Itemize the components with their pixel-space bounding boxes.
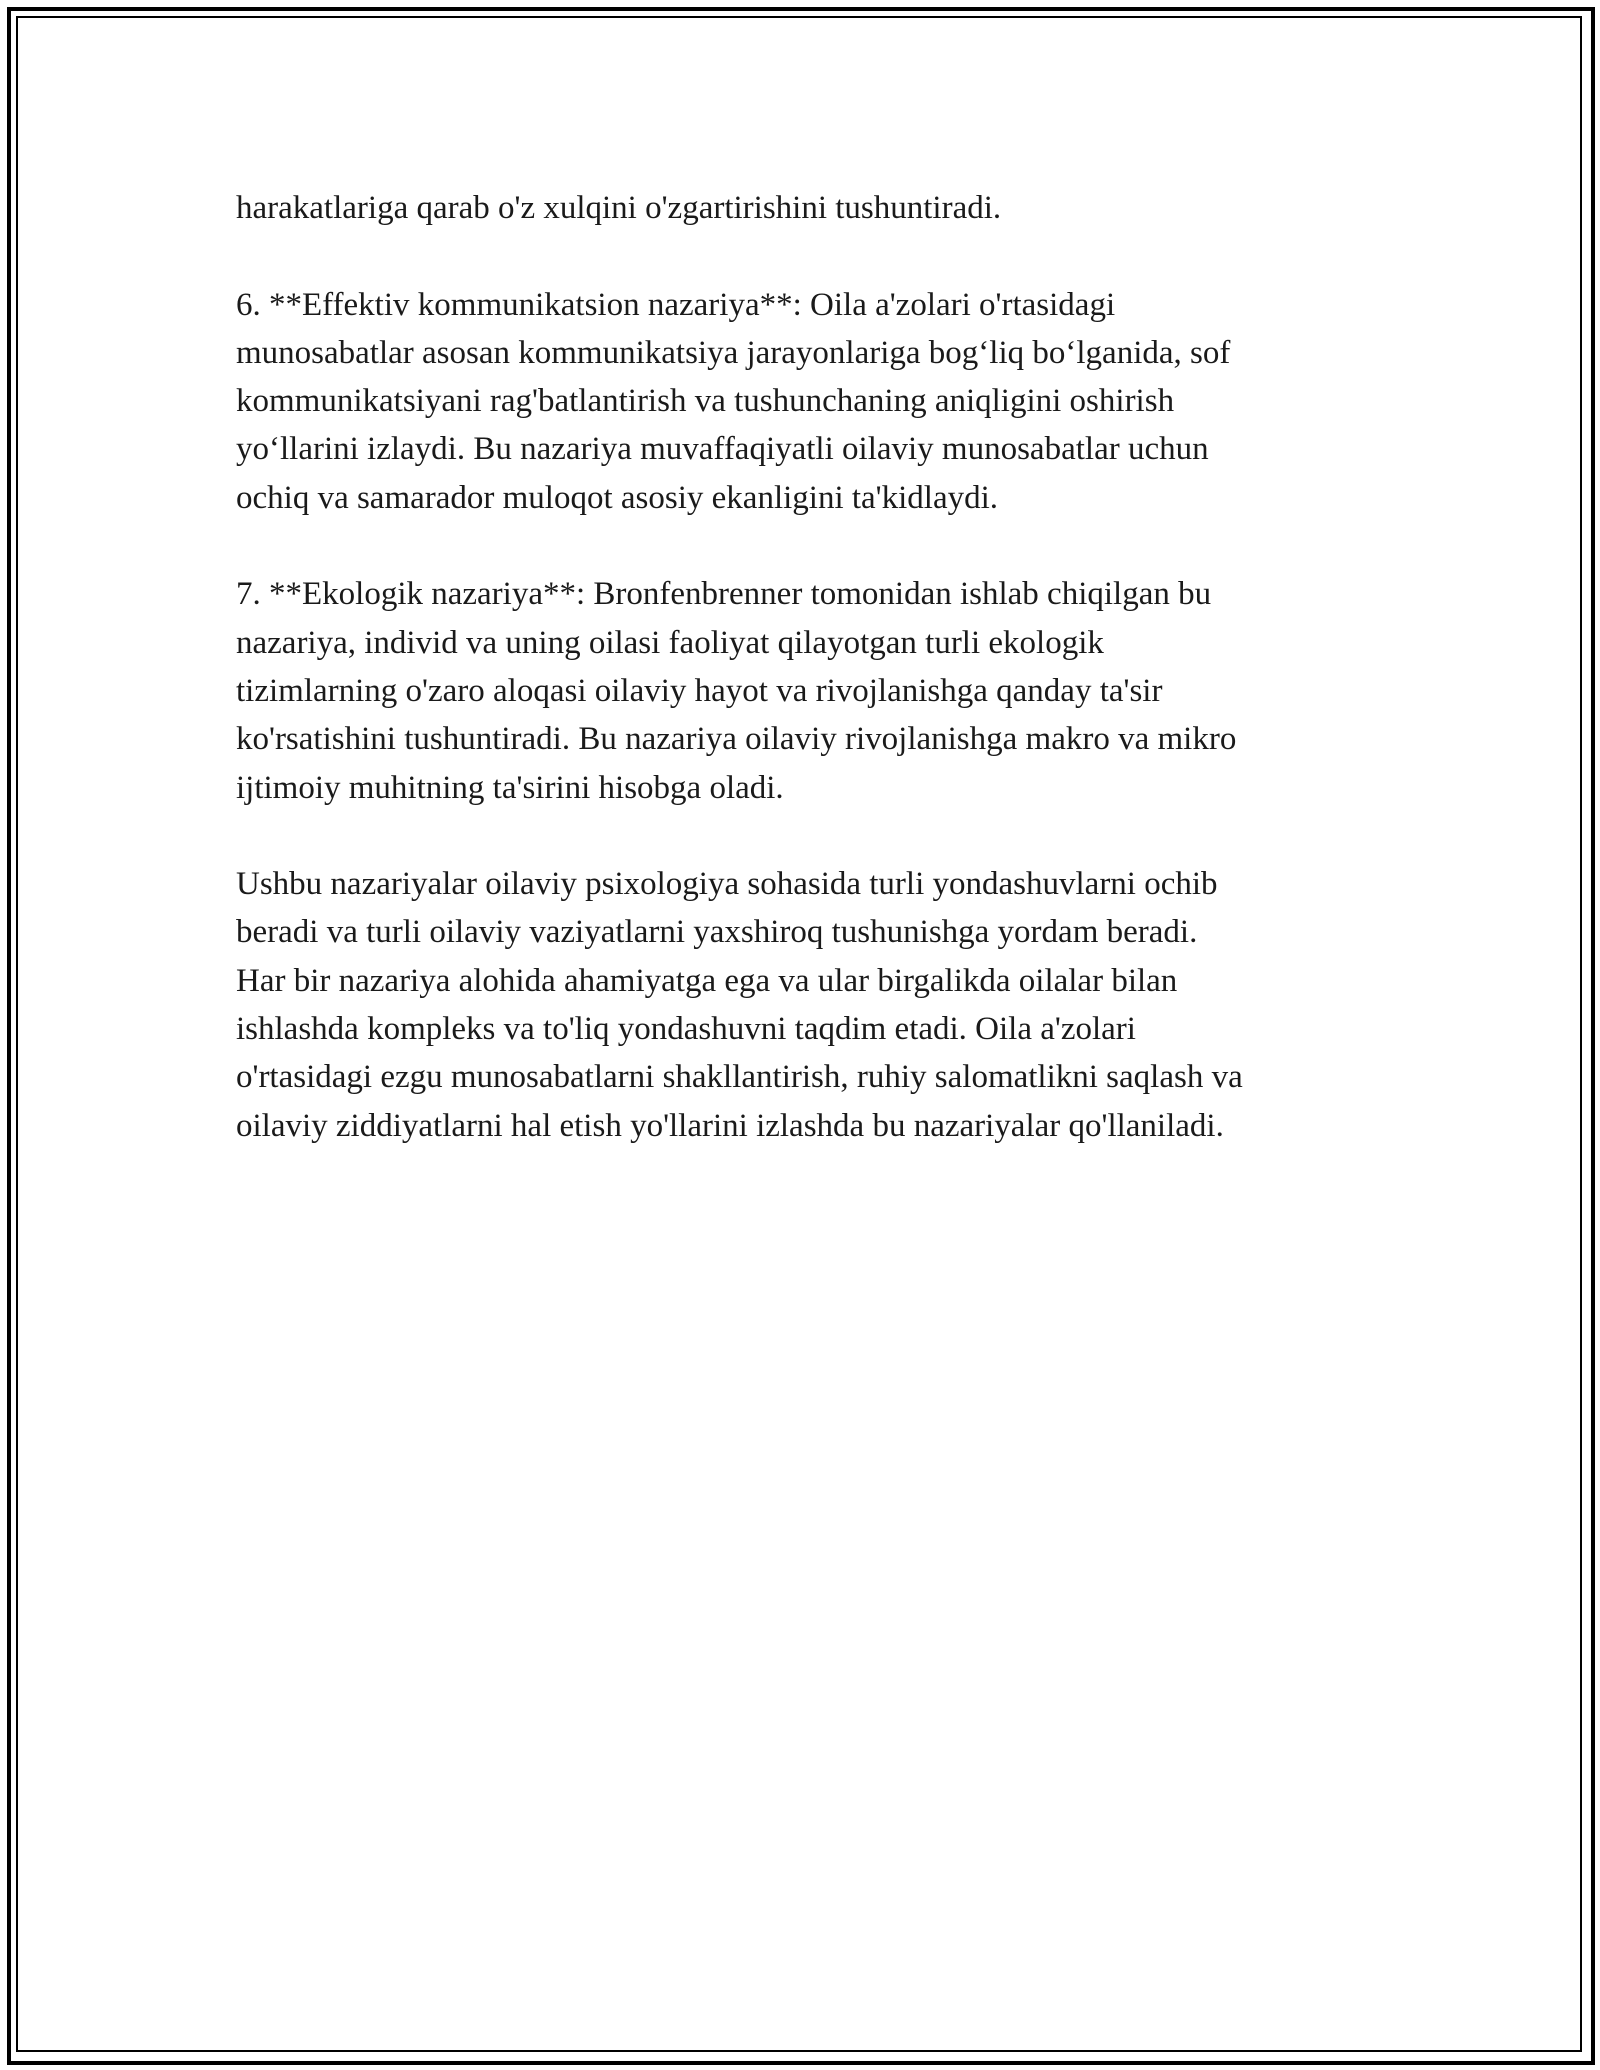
paragraph-conclusion: Ushbu nazariyalar oilaviy psixologiya sohasida turli yondashuvlarni ochib beradi va turli oilaviy vaziyatlarni yaxshiroq tushunishga yordam beradi. Har bir nazariya alohida ahamiyatga ega va ular birgalikda oilalar bilan ishlashda kompleks va to'liq yondashuvni taqdim etadi. Oila a'zolari o'rtasidagi ezgu munosabatlarni shakllantirish, ruhiy salomatlikni saqlash va oilaviy ziddiyatlarni hal etish yo'llarini izlashda bu nazariyalar qo'llaniladi. [236,866,1243,1144]
paragraph-ecological-theory: 7. **Ekologik nazariya**: Bronfenbrenner tomonidan ishlab chiqilgan bu nazariya, individ va uning oilasi faoliyat qilayotgan turli ekologik tizimlarning o'zaro aloqasi oilaviy hayot va rivojlanishga qanday ta'sir ko'rsatishini tushuntiradi. Bu nazariya oilaviy rivojlanishga makro va mikro ijtimoiy muhitning ta'sirini hisobga oladi. [236,576,1237,806]
document-body [236,184,1366,1198]
paragraph-continuation: harakatlariga qarab o'z xulqini o'zgartirishini tushuntiradi. [236,190,1002,226]
paragraph-communication-theory: 6. **Effektiv kommunikatsion nazariya**: Oila a'zolari o'rtasidagi munosabatlar asosan kommunikatsiya jarayonlariga bog‘liq bo‘lganida, sof kommunikatsiyani rag'batlantirish va tushunchaning aniqligini oshirish yo‘llarini izlaydi. Bu nazariya muvaffaqiyatli oilaviy munosabatlar uchun ochiq va samarador muloqot asosiy ekanligini ta'kidlaydi. [236,286,1231,516]
